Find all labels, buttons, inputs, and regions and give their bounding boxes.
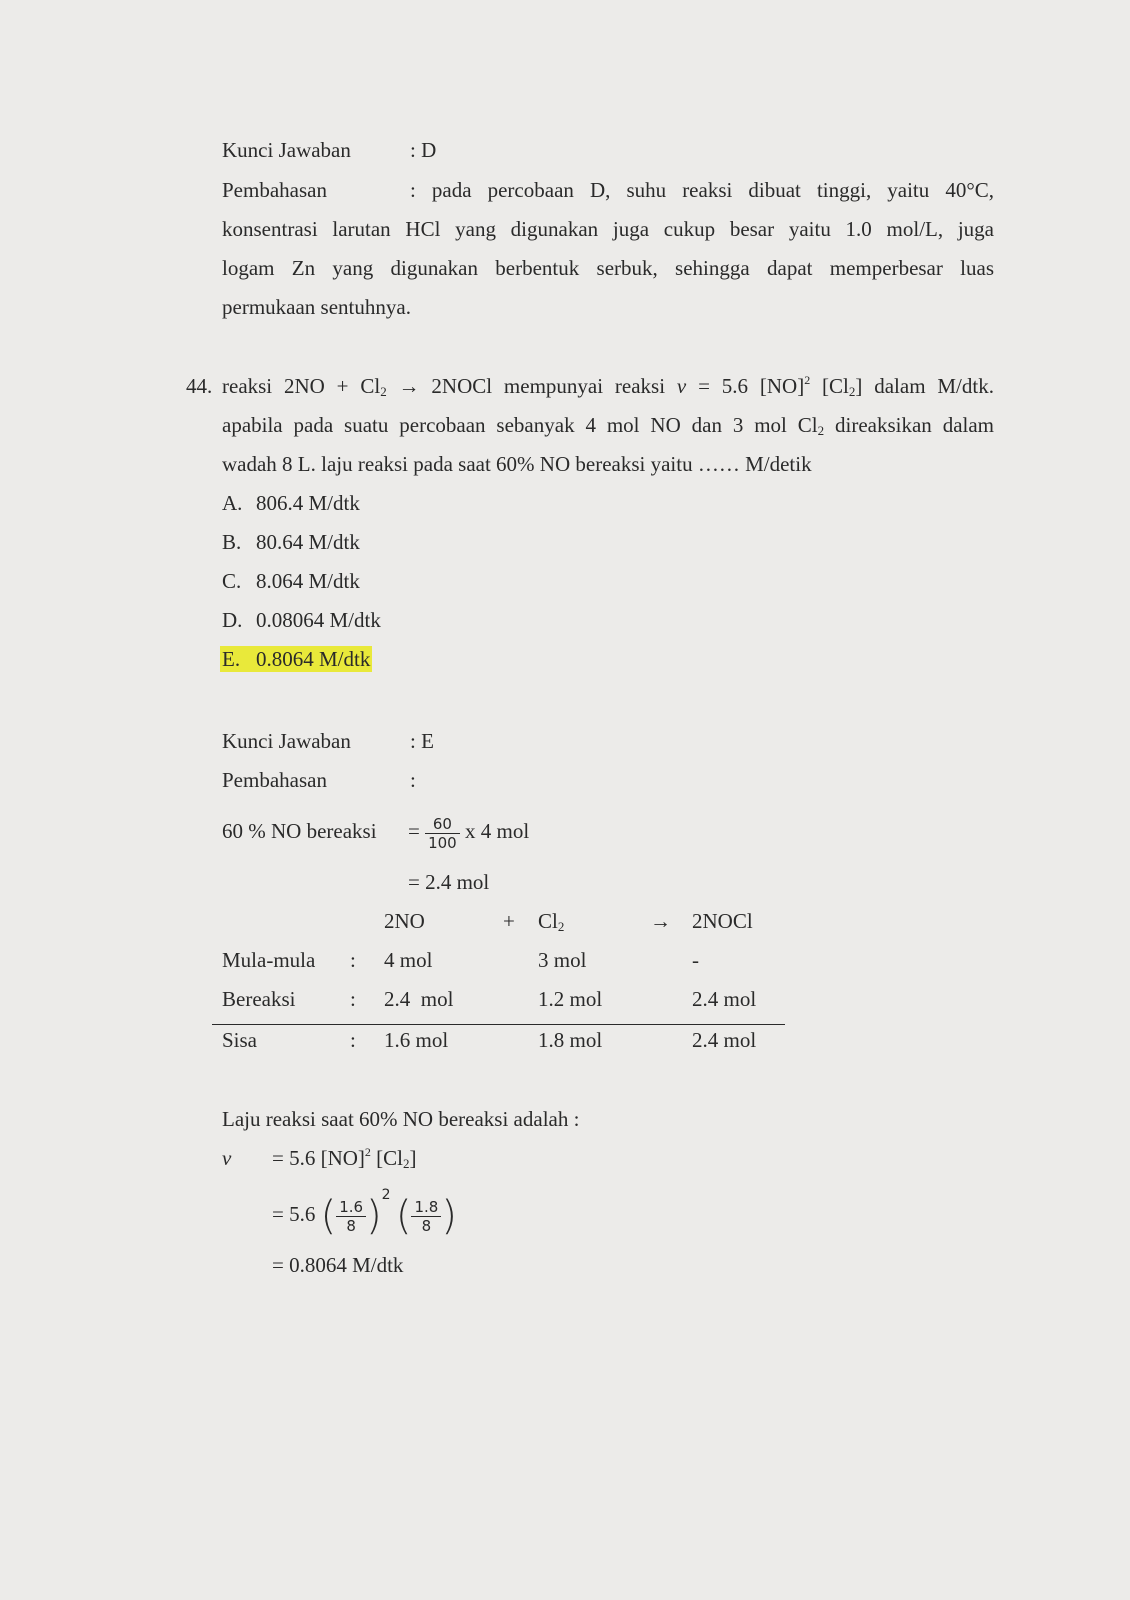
row-colon: : xyxy=(350,1028,356,1052)
cell-2no: 4 mol xyxy=(384,948,433,972)
prev-discussion-label: Pembahasan xyxy=(222,178,327,202)
cell-2nocl: - xyxy=(692,948,699,972)
rate-intro: Laju reaksi saat 60% NO bereaksi adalah : xyxy=(222,1107,580,1131)
question-line-1: reaksi $2NO + Cl_2$ → 2NOCl mempunyai reaksi v = 5.6 [NO]$^2$ $[Cl_2]$ dalam M/dtk. xyxy=(222,373,994,399)
calc-label: 60 % NO bereaksi xyxy=(222,819,377,843)
cell-2no: 2.4 mol xyxy=(384,987,454,1011)
rate-v: v xyxy=(222,1146,232,1170)
stoich-header-cl2: $Cl_2$ xyxy=(538,909,565,934)
prev-discussion-line: : pada percobaan D, suhu reaksi dibuat tinggi, yaitu 40°C, xyxy=(410,178,994,202)
fraction-1-6-over-8: $\frac{1.6}{8}$ xyxy=(336,1198,366,1235)
prev-key-value: : D xyxy=(410,138,437,162)
cell-cl2: 1.8 mol xyxy=(538,1028,603,1052)
calc-expression: = $\frac{60}{100}$ x 4 mol xyxy=(408,814,530,852)
calc-result: = 2.4 mol xyxy=(408,870,490,894)
option-e-highlighted: E. 0.8064 M/dtk xyxy=(222,647,371,671)
row-colon: : xyxy=(350,987,356,1011)
key-label: Kunci Jawaban xyxy=(222,729,351,753)
cell-cl2: 3 mol xyxy=(538,948,587,972)
rate-eq-3: = 0.8064 M/dtk xyxy=(272,1253,404,1277)
row-label: Bereaksi xyxy=(222,987,296,1011)
stoich-header-arrow: → xyxy=(650,909,671,933)
fraction-1-8-over-8: $\frac{1.8}{8}$ xyxy=(411,1198,441,1235)
option-d: D. 0.08064 M/dtk xyxy=(222,608,381,632)
row-label: Mula-mula xyxy=(222,948,316,972)
question-line-2: apabila pada suatu percobaan sebanyak 4 mol NO dan 3 mol $Cl_2$ direaksikan dalam xyxy=(222,413,995,438)
cell-2no: 1.6 mol xyxy=(384,1028,449,1052)
question-number: 44. xyxy=(186,374,213,398)
option-a: A. 806.4 M/dtk xyxy=(222,491,360,515)
prev-key-label: Kunci Jawaban xyxy=(222,138,351,162)
prev-discussion-line: konsentrasi larutan HCl yang digunakan juga cukup besar yaitu 1.0 mol/L, juga xyxy=(222,217,994,241)
discussion-colon: : xyxy=(410,768,416,792)
rate-eq-1: = 5.6 [NO]$^2$ $[Cl_2]$ xyxy=(272,1145,417,1171)
stoich-header-2no: 2NO xyxy=(384,909,425,933)
prev-discussion-line: permukaan sentuhnya. xyxy=(222,295,411,319)
discussion-label: Pembahasan xyxy=(222,768,327,792)
row-colon: : xyxy=(350,948,356,972)
row-label: Sisa xyxy=(222,1028,258,1052)
option-c: C. 8.064 M/dtk xyxy=(222,569,360,593)
key-value: : E xyxy=(410,729,434,753)
cell-2nocl: 2.4 mol xyxy=(692,987,757,1011)
cell-2nocl: 2.4 mol xyxy=(692,1028,757,1052)
prev-discussion-line: logam Zn yang digunakan berbentuk serbuk, sehingga dapat memperbesar luas xyxy=(222,256,994,280)
fraction-60-100: $\frac{60}{100}$ xyxy=(425,815,460,852)
rate-eq-2: = 5.6 ( $\frac{1.6}{8}$ )$^2$ ( $\frac{1.8}{8}$ ) xyxy=(272,1187,457,1240)
table-divider xyxy=(212,1024,785,1025)
stoich-header-2nocl: 2NOCl xyxy=(692,909,753,933)
option-b: B. 80.64 M/dtk xyxy=(222,530,360,554)
question-line-3: wadah 8 L. laju reaksi pada saat 60% NO bereaksi yaitu …… M/detik xyxy=(222,452,812,476)
stoich-header-plus: + xyxy=(503,909,515,933)
cell-cl2: 1.2 mol xyxy=(538,987,603,1011)
